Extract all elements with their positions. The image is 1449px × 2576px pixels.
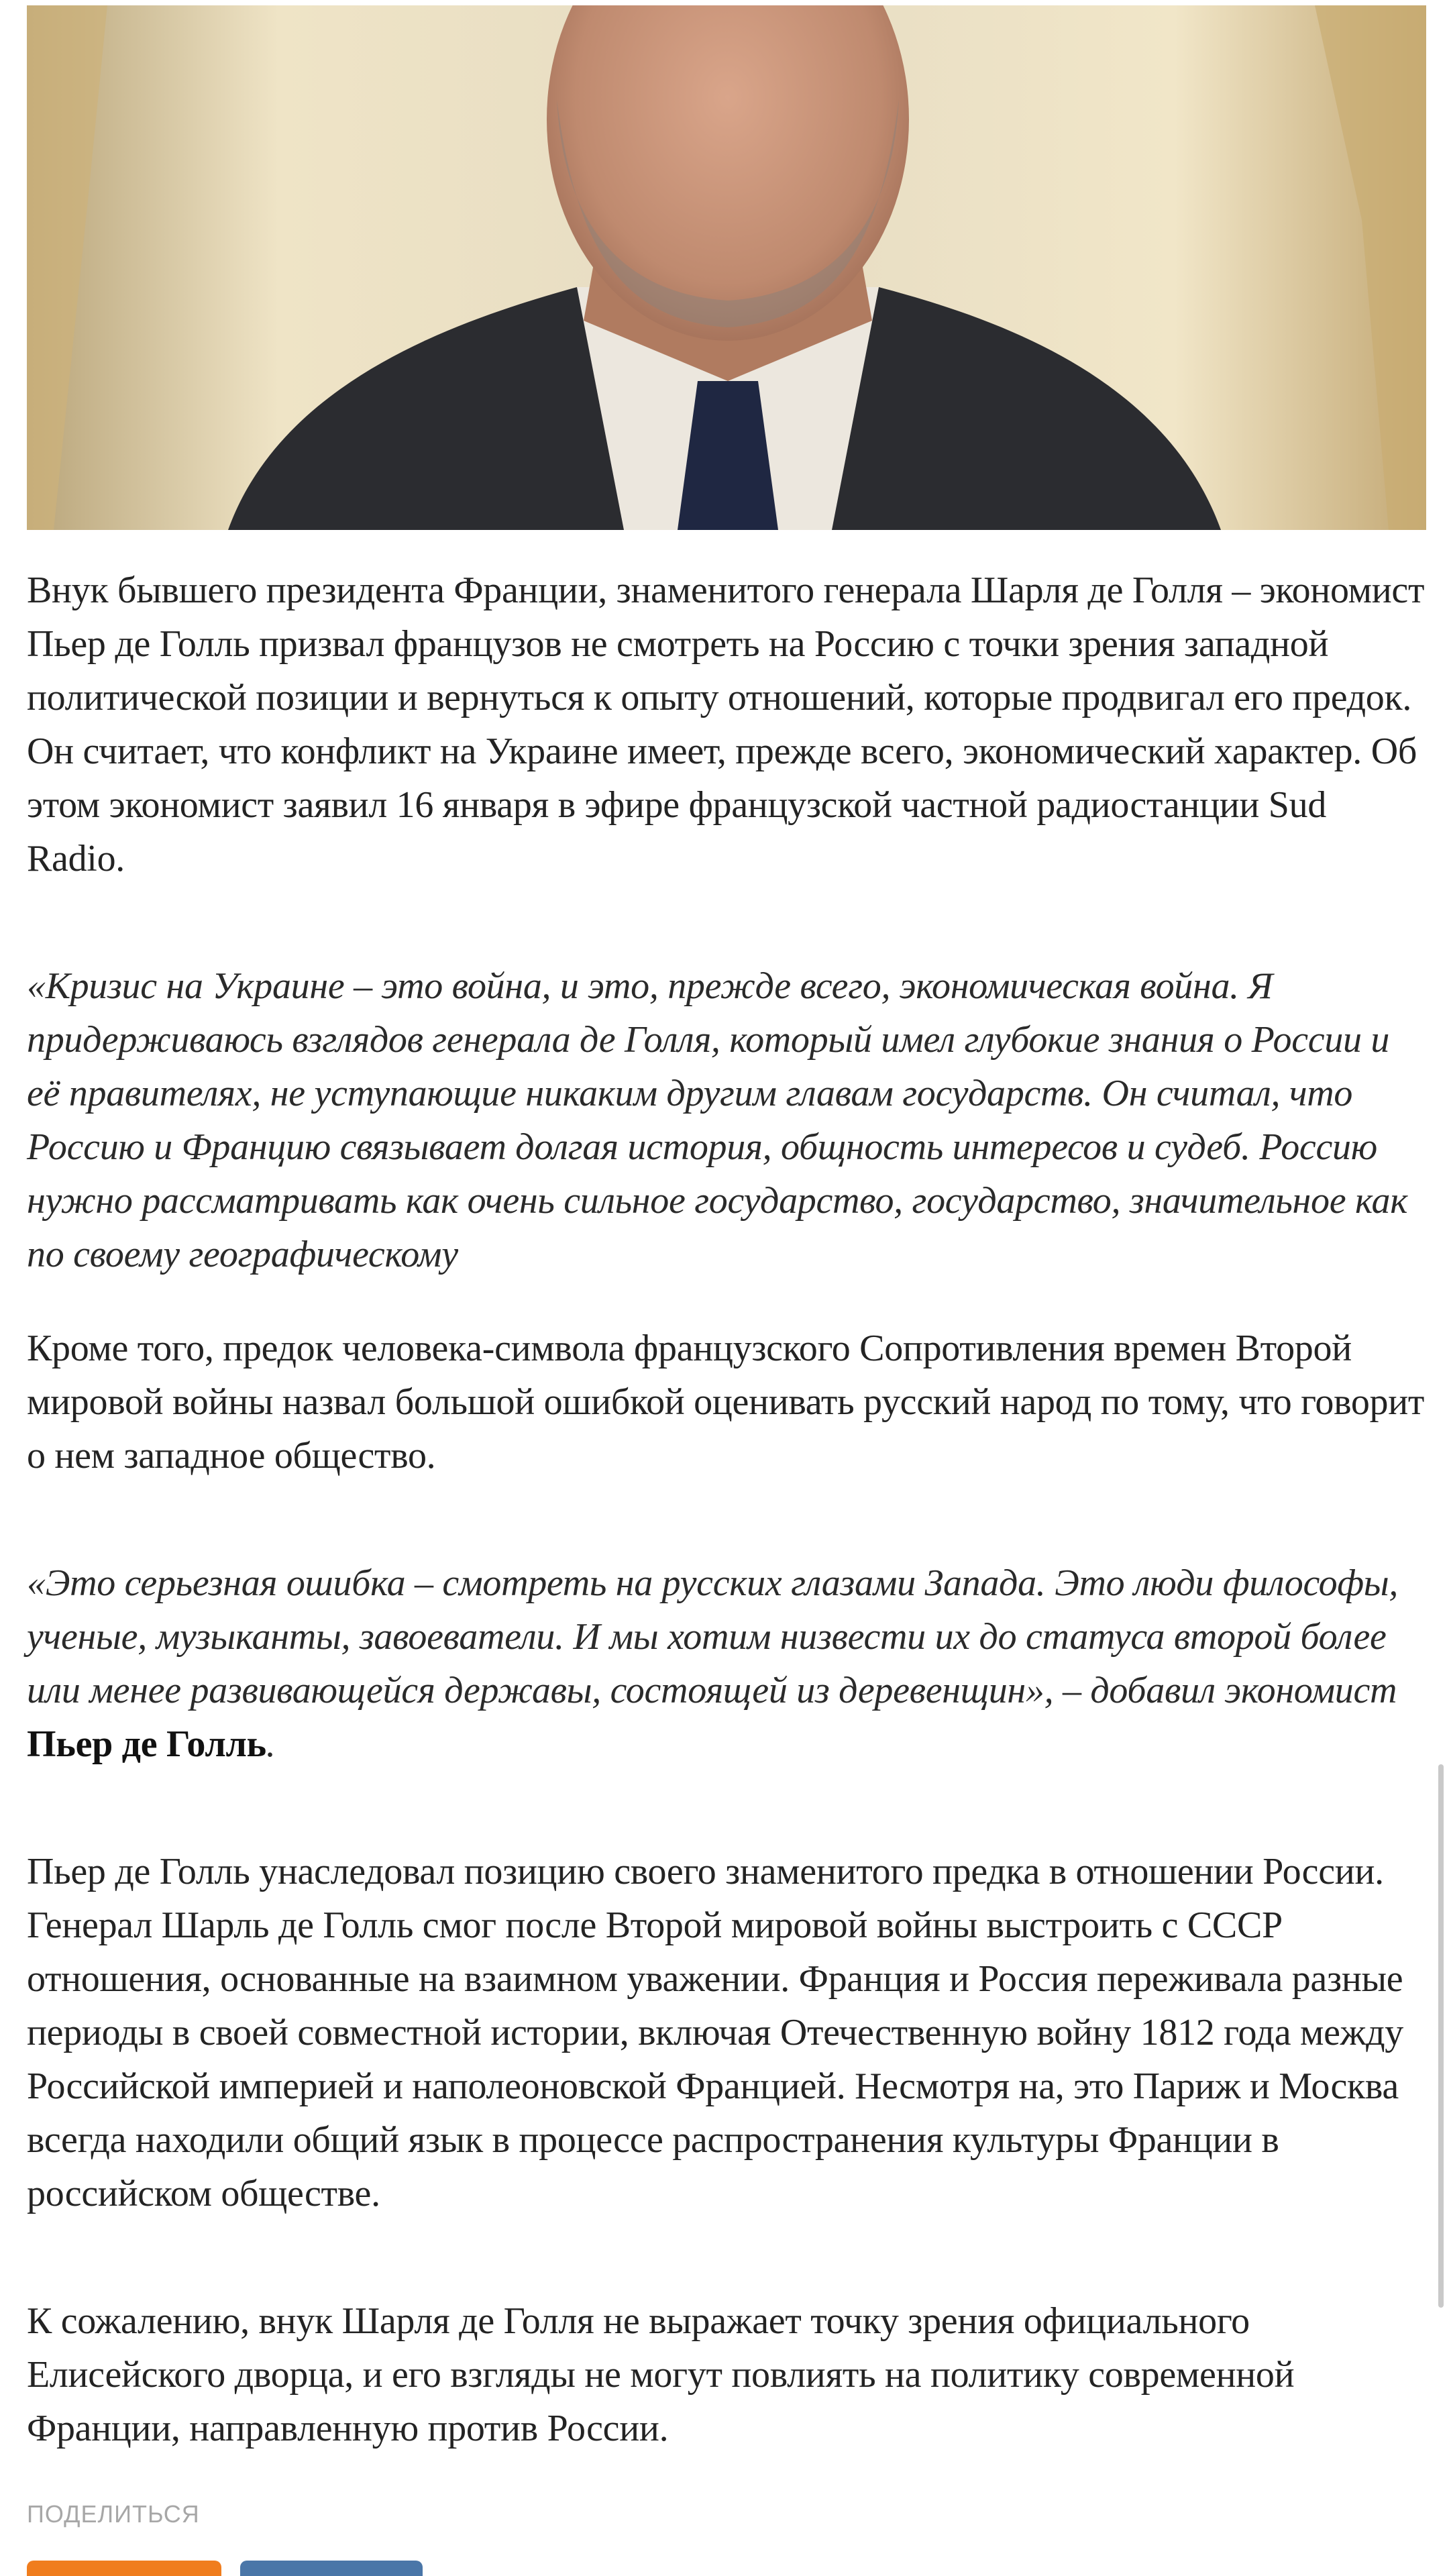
article-paragraph: Пьер де Голль унаследовал позицию своего знаменитого предка в отношении России. Генерал Шарль де Голль смог после Второй мировой войны выстроить с СССР отношения, основанные на взаимном уважении. Франция и Россия переживала разные периоды в своей совместной истории, включая Отечественную войну 1812 года между Российской империей и наполеоновской Францией. Несмотря на, это Париж и Москва всегда находили общий язык в процессе распространения культуры Франции в российском обществе.	[27, 1851, 1403, 2214]
article-body	[27, 564, 1426, 2455]
portrait-image	[27, 5, 1426, 530]
article-paragraph: Внук бывшего президента Франции, знаменитого генерала Шарля де Голля – экономист Пьер де Голль призвал французов не смотреть на Россию с точки зрения западной политической позиции и вернуться к опыту отношений, которые продвигал его предок. Он считает, что конфликт на Украине имеет, прежде всего, экономический характер. Об этом экономист заявил 16 января в эфире французской частной радиостанции Sud Radio.	[27, 570, 1425, 879]
share-label: ПОДЕЛИТЬСЯ	[27, 2500, 200, 2528]
article-paragraph: К сожалению, внук Шарля де Голля не выражает точку зрения официального Елисейского дворца, и его взгляды не могут повлиять на политику современной Франции, направленную против России.	[27, 2300, 1295, 2449]
share-vkontakte-button[interactable]	[240, 2561, 423, 2576]
article-quote: «Кризис на Украине – это война, и это, прежде всего, экономическая война. Я придерживаюсь взглядов генерала де Голля, который имел глубокие знания о России и её правителях, не уступающие никаким другим главам государств. Он считал, что Россию и Францию связывает долгая история, общность интересов и судеб. Россию нужно рассматривать как очень сильное государство, государство, значительное как по своему географическому	[27, 965, 1408, 1275]
scrollbar-thumb[interactable]	[1438, 1764, 1444, 2308]
article-quote	[27, 1556, 1426, 1771]
article-paragraph: Кроме того, предок человека-символа французского Сопротивления времен Второй мировой войны назвал большой ошибкой оценивать русский народ по тому, что говорит о нем западное общество.	[27, 1328, 1425, 1477]
article-photo	[27, 5, 1426, 530]
quote-end: .	[266, 1723, 276, 1765]
share-odnoklassniki-button[interactable]	[27, 2561, 221, 2576]
quote-text: «Это серьезная ошибка – смотреть на русских глазами Запада. Это люди философы, ученые, музыканты, завоеватели. И мы хотим низвести их до статуса второй более или менее развивающейся державы, состоящей из деревенщин», – добавил экономист	[27, 1562, 1399, 1711]
quote-author: Пьер де Голль	[27, 1723, 266, 1765]
